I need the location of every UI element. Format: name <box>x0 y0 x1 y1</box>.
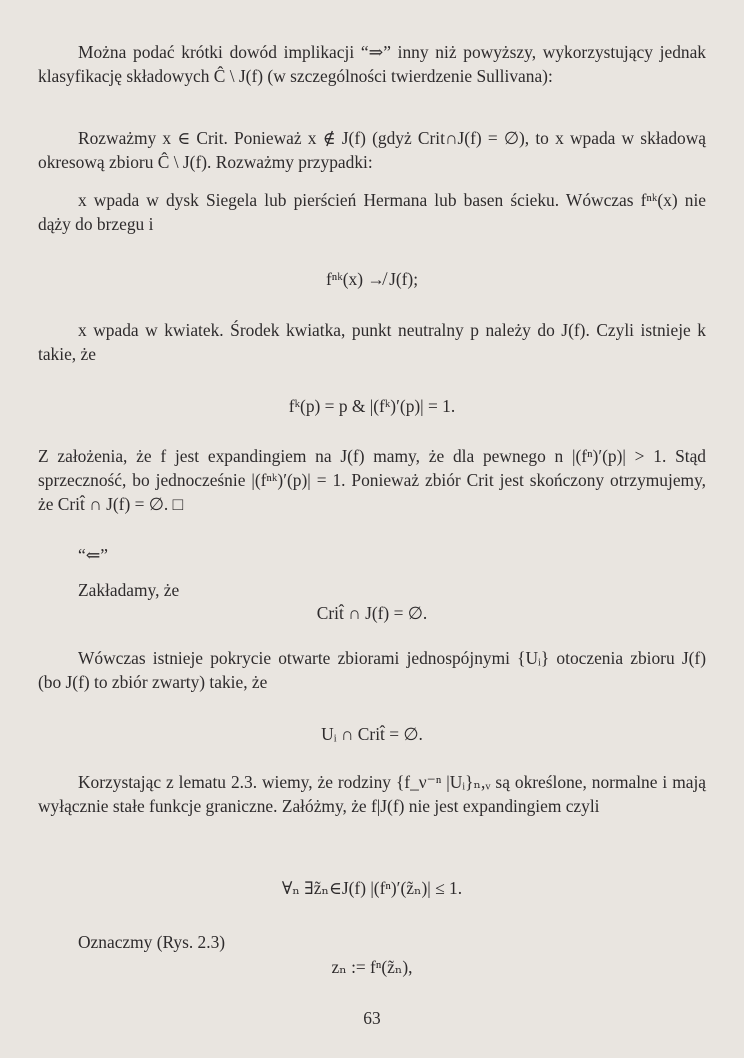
paragraph-case-siegel: x wpada w dysk Siegela lub pierścień Hermana lub basen ścieku. Wówczas fⁿᵏ(x) nie dąży do brzegu i <box>38 190 706 234</box>
paragraph-contradiction: Z założenia, że f jest expandingiem na J(f) mamy, że dla pewnego n |(fⁿ)′(p)| > 1. Stąd sprzeczność, bo jednocześnie |(fⁿᵏ)′(p)| = 1. Ponieważ zbiór Crit jest skończony otrzymujemy, że Crit̂ ∩ J(f) = ∅. □ <box>38 446 706 514</box>
paragraph-intro: Można podać krótki dowód implikacji “⇒” inny niż powyższy, wykorzystujący jednak klasyfikację składowych Ĉ \ J(f) (w szczególności twierdzenie Sullivana): <box>38 42 706 86</box>
paragraph-cover: Wówczas istnieje pokrycie otwarte zbiorami jednospójnymi {Uᵢ} otoczenia zbioru J(f) (bo J(f) to zbiór zwarty) takie, że <box>38 648 706 692</box>
paragraph-assume: Zakładamy, że <box>78 580 180 600</box>
paragraph-lemma: Korzystając z lematu 2.3. wiemy, że rodziny {f_ν⁻ⁿ |Uᵢ}ₙ,ᵥ są określone, normalne i mają wyłącznie stałe funkcje graniczne. Załóżmy, że f|J(f) nie jest expandingiem czyli <box>38 772 706 816</box>
equation-4: Uᵢ ∩ Crit̂ = ∅. <box>321 724 423 744</box>
paragraph-consider: Rozważmy x ∈ Crit. Ponieważ x ∉ J(f) (gdyż Crit∩J(f) = ∅), to x wpada w składową okresową zbioru Ĉ \ J(f). Rozważmy przypadki: <box>38 128 706 172</box>
paragraph-case-flower: x wpada w kwiatek. Środek kwiatka, punkt neutralny p należy do J(f). Czyli istnieje k takie, że <box>38 320 706 364</box>
equation-1: fⁿᵏ(x) ↛ J(f); <box>325 269 419 289</box>
paragraph-denote: Oznaczmy (Rys. 2.3) <box>78 932 226 952</box>
equation-6: zₙ := fⁿ(z̃ₙ), <box>331 957 413 977</box>
equation-2: fᵏ(p) = p & |(fᵏ)′(p)| = 1. <box>288 396 456 416</box>
equation-3: Crit̂ ∩ J(f) = ∅. <box>316 603 428 623</box>
reverse-implication-label: “⇐” <box>78 545 109 565</box>
page-number: 63 <box>363 1008 381 1028</box>
equation-5: ∀ₙ ∃z̃ₙ∈J(f) |(fⁿ)′(z̃ₙ)| ≤ 1. <box>281 878 463 898</box>
